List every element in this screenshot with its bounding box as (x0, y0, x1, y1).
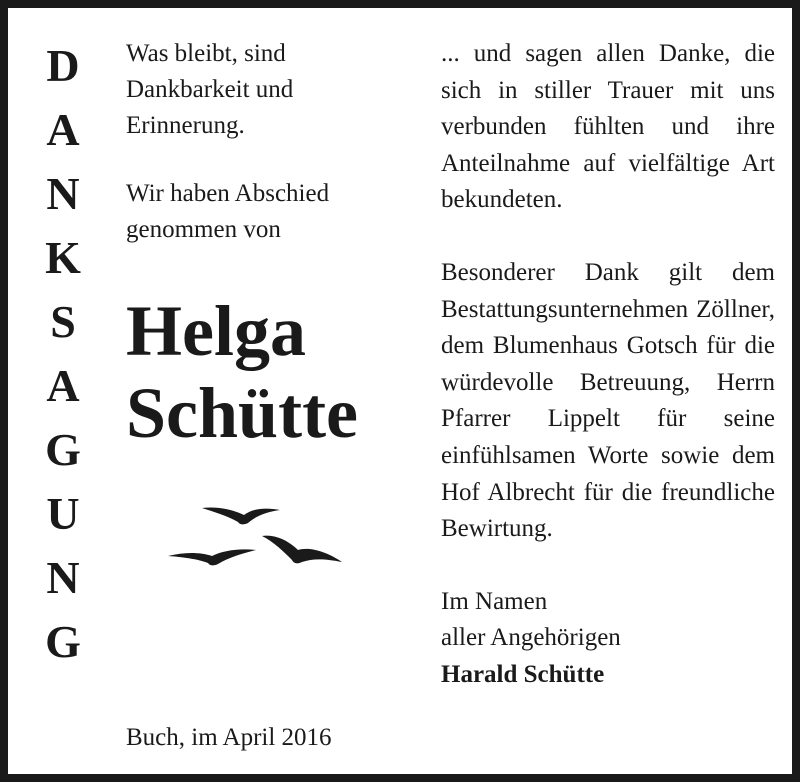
farewell-intro (126, 176, 329, 248)
heading-letter: K (45, 232, 81, 283)
place-date: Buch, im April 2016 (126, 724, 332, 751)
signer-name: Harald Schütte (441, 660, 605, 688)
heading-letter: D (46, 40, 80, 91)
motto-line: Was bleibt, sind (126, 40, 286, 67)
heading-letter: N (46, 552, 80, 603)
thanks-paragraph: ... und sagen allen Danke, die sich in stiller Trauer mit uns verbunden fühlten und ihre Anteilnahme auf vielfältige Art bekundeten. (441, 40, 775, 214)
bird-icon (202, 507, 280, 524)
signature-block (441, 584, 775, 694)
closing-line: Im Namen (441, 587, 548, 615)
heading-letter: A (46, 104, 80, 155)
motto-line: Dankbarkeit und (126, 76, 294, 103)
motto-text (126, 36, 293, 144)
heading-letter: S (50, 296, 76, 347)
motto-line: Erinnerung. (126, 112, 245, 139)
intro-line: genommen von (126, 216, 281, 243)
bird-icon (168, 549, 256, 565)
heading-letter: N (46, 168, 80, 219)
thanks-column (441, 36, 775, 694)
heading-letter: U (46, 488, 80, 539)
last-name: Schütte (126, 373, 358, 453)
deceased-name (126, 290, 358, 454)
heading-letter: G (45, 616, 81, 667)
closing-line: aller Angehörigen (441, 624, 621, 652)
special-thanks-paragraph: Besonderer Dank gilt dem Bestattungsunternehmen Zöllner, dem Blumenhaus Gotsch für die würdevolle Betreuung, Herrn Pfarrer Lippelt für seine einfühlsamen Worte sowie dem Hof Albrecht für die freundliche Bewirtung. (441, 258, 775, 543)
heading-letter: G (45, 424, 81, 475)
birds-icon (164, 496, 346, 572)
vertical-heading-dank-sagung (30, 34, 96, 674)
bird-icon (262, 536, 342, 564)
intro-line: Wir haben Abschied (126, 180, 330, 207)
first-name: Helga (126, 291, 306, 371)
heading-letter: A (46, 360, 80, 411)
